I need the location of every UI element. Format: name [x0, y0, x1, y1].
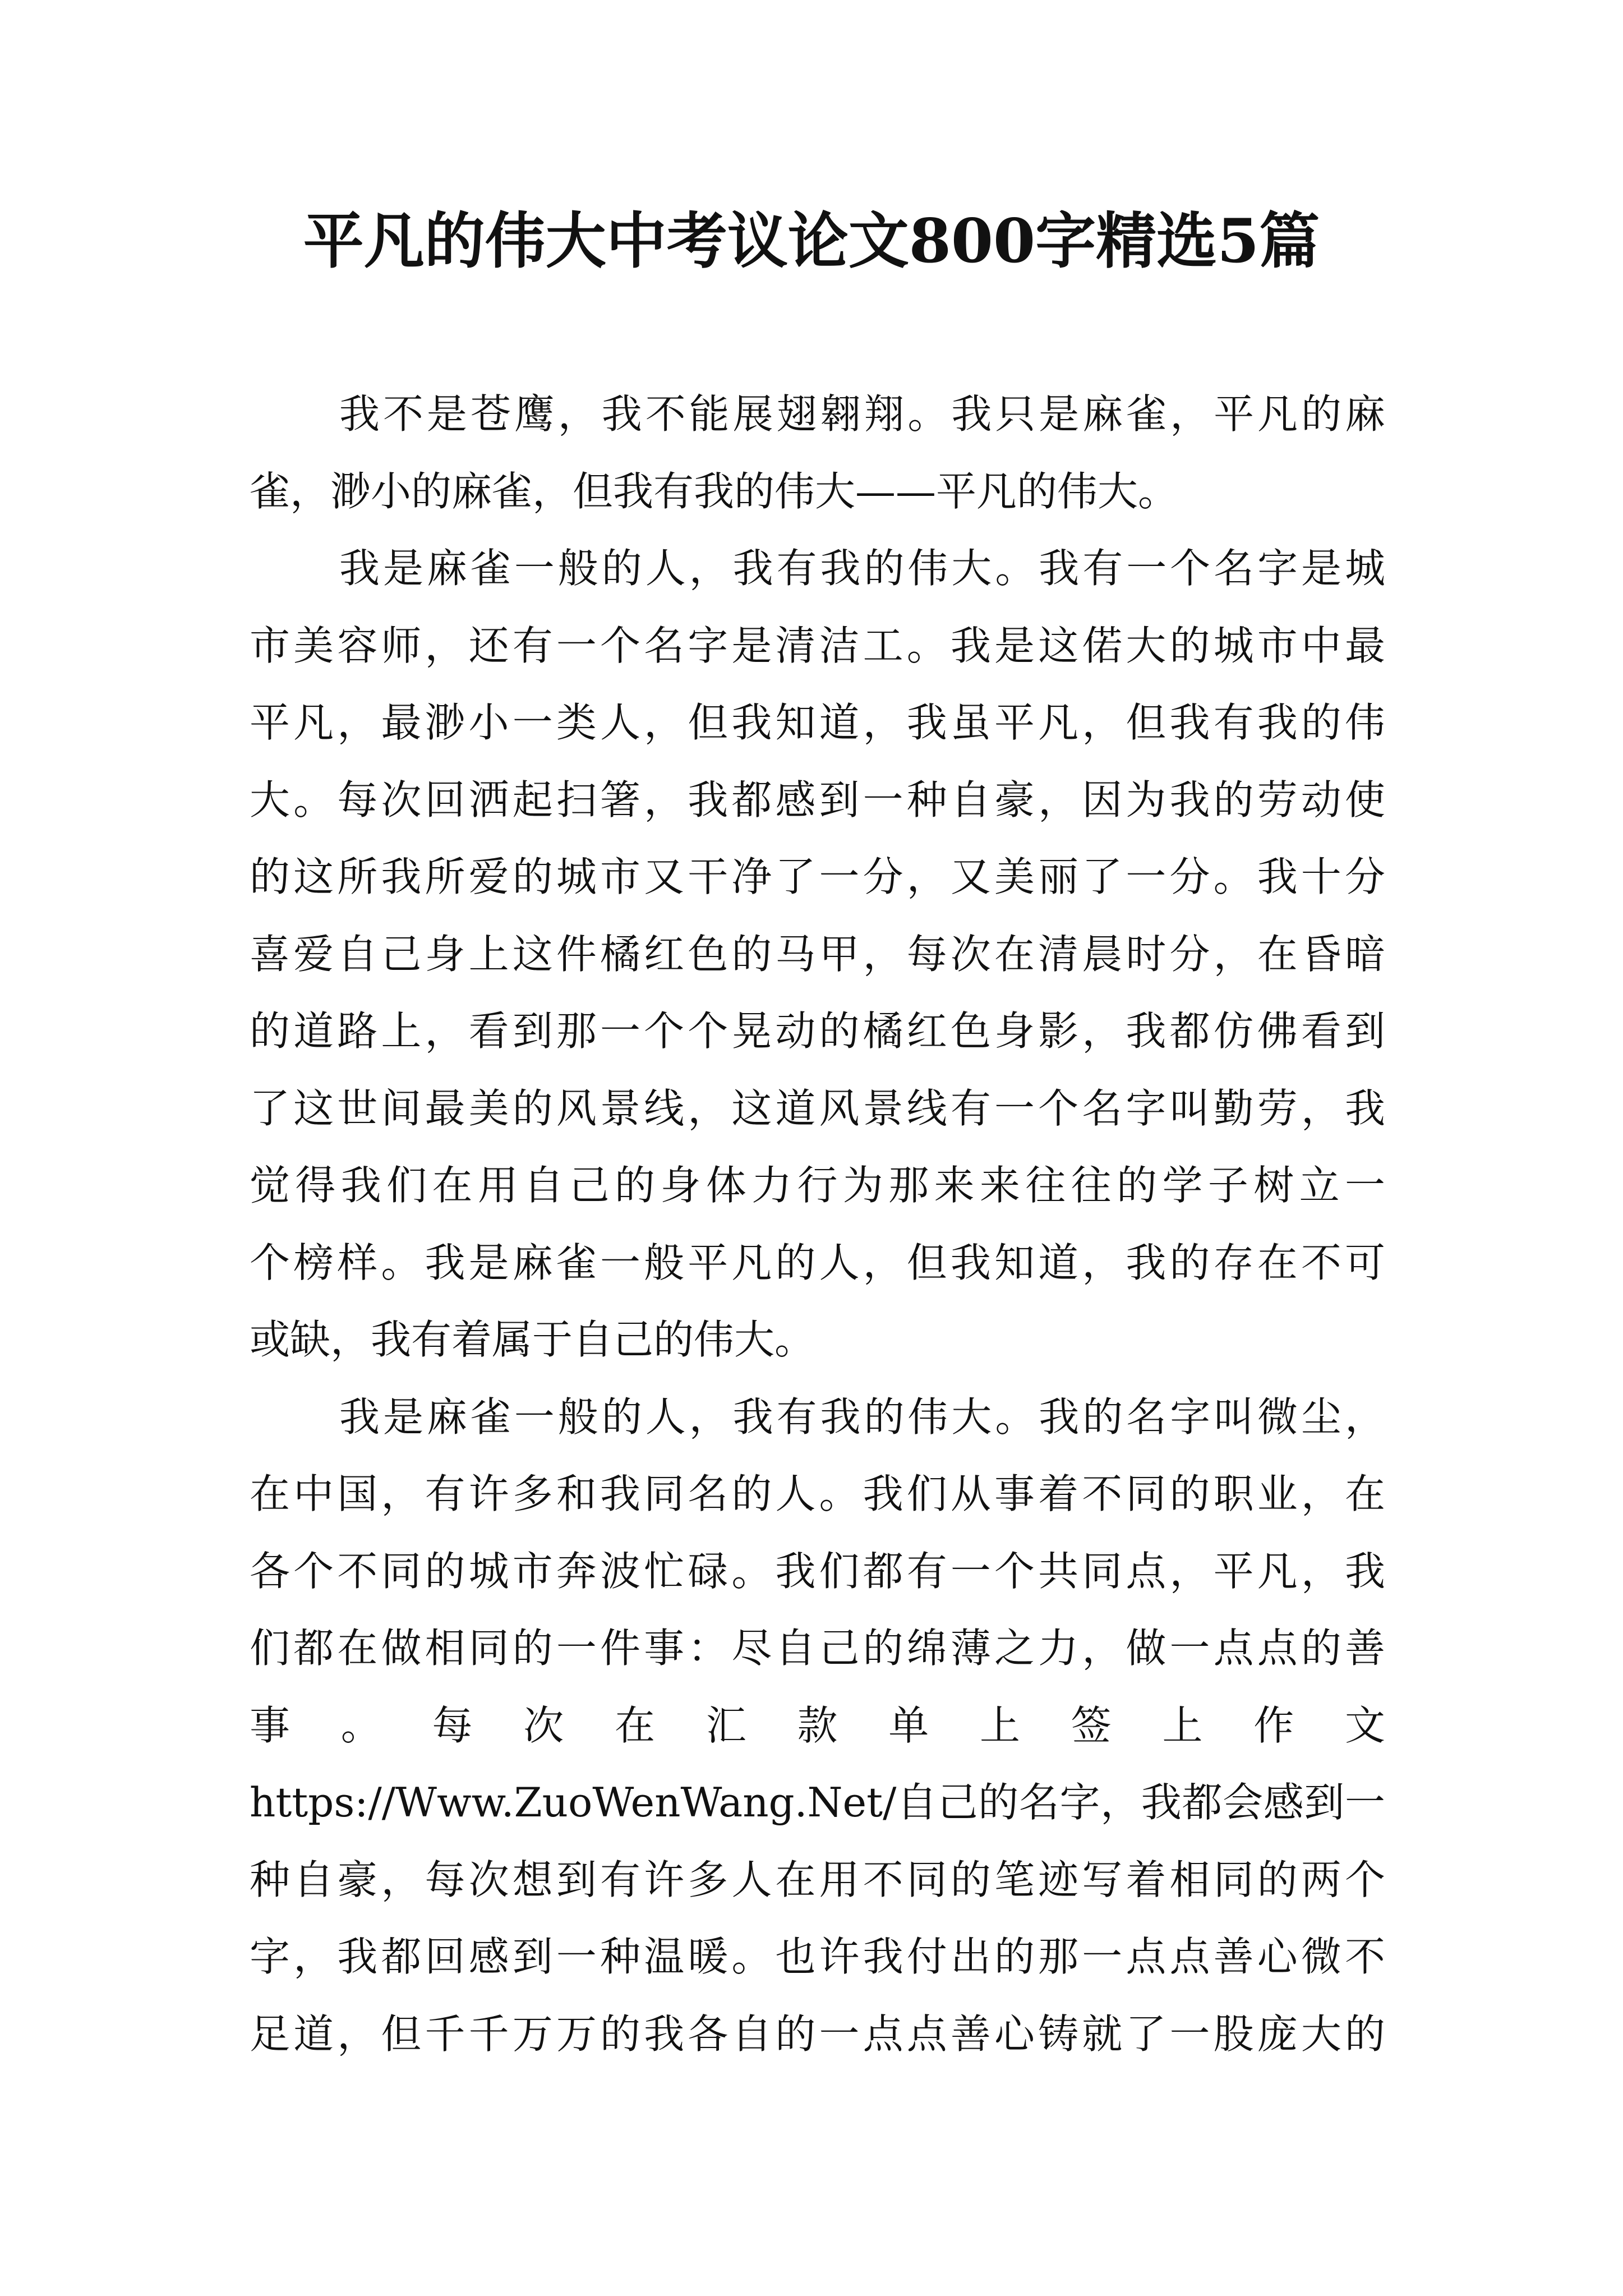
paragraph-line: https://Www.ZuoWenWang.Net/自己的名字，我都会感到一	[250, 1779, 1385, 1826]
paragraph-line: 喜爱自己身上这件橘红色的马甲，每次在清晨时分，在昏暗	[250, 930, 1385, 978]
paragraph-line: 大。每次回洒起扫箸，我都感到一种自豪，因为我的劳动使	[250, 776, 1385, 823]
paragraph-line: 各个不同的城市奔波忙碌。我们都有一个共同点，平凡，我	[250, 1547, 1385, 1595]
paragraph-line: 的道路上，看到那一个个晃动的橘红色身影，我都仿佛看到	[250, 1007, 1385, 1055]
paragraph-2	[250, 530, 1385, 1379]
paragraph-line: 平凡，最渺小一类人，但我知道，我虽平凡，但我有我的伟	[250, 699, 1385, 746]
paragraph-line: 雀，渺小的麻雀，但我有我的伟大——平凡的伟大。	[250, 467, 1179, 515]
paragraph-line: 了这世间最美的风景线，这道风景线有一个名字叫勤劳，我	[250, 1084, 1385, 1132]
paragraph-line: 觉得我们在用自己的身体力行为那来来往往的学子树立一	[250, 1162, 1385, 1209]
paragraph-line: 我不是苍鹰，我不能展翅翱翔。我只是麻雀，平凡的麻	[339, 390, 1385, 438]
paragraph-1	[250, 376, 1385, 530]
paragraph-line: 我是麻雀一般的人，我有我的伟大。我有一个名字是城	[339, 545, 1385, 592]
paragraph-line: 种自豪，每次想到有许多人在用不同的笔迹写着相同的两个	[250, 1856, 1385, 1903]
paragraph-line: 我是麻雀一般的人，我有我的伟大。我的名字叫微尘，	[339, 1393, 1385, 1441]
paragraph-3	[250, 1379, 1385, 2073]
paragraph-line: 或缺，我有着属于自己的伟大。	[250, 1316, 815, 1363]
paragraph-line: 市美容师，还有一个名字是清洁工。我是这偌大的城市中最	[250, 622, 1385, 669]
document-body	[250, 376, 1385, 2073]
paragraph-line: 事 。 每 次 在 汇 款 单 上 签 上 作 文	[250, 1701, 1385, 1749]
paragraph-line: 们都在做相同的一件事：尽自己的绵薄之力，做一点点的善	[250, 1625, 1385, 1672]
paragraph-line: 足道，但千千万万的我各自的一点点善心铸就了一股庞大的	[250, 2010, 1385, 2058]
paragraph-line: 字，我都回感到一种温暖。也许我付出的那一点点善心微不	[250, 1933, 1385, 1980]
paragraph-line: 个榜样。我是麻雀一般平凡的人，但我知道，我的存在不可	[250, 1239, 1385, 1286]
document-title: 平凡的伟大中考议论文800字精选5篇	[303, 206, 1320, 277]
paragraph-line: 在中国，有许多和我同名的人。我们从事着不同的职业，在	[250, 1470, 1385, 1517]
paragraph-line: 的这所我所爱的城市又干净了一分，又美丽了一分。我十分	[250, 853, 1385, 900]
